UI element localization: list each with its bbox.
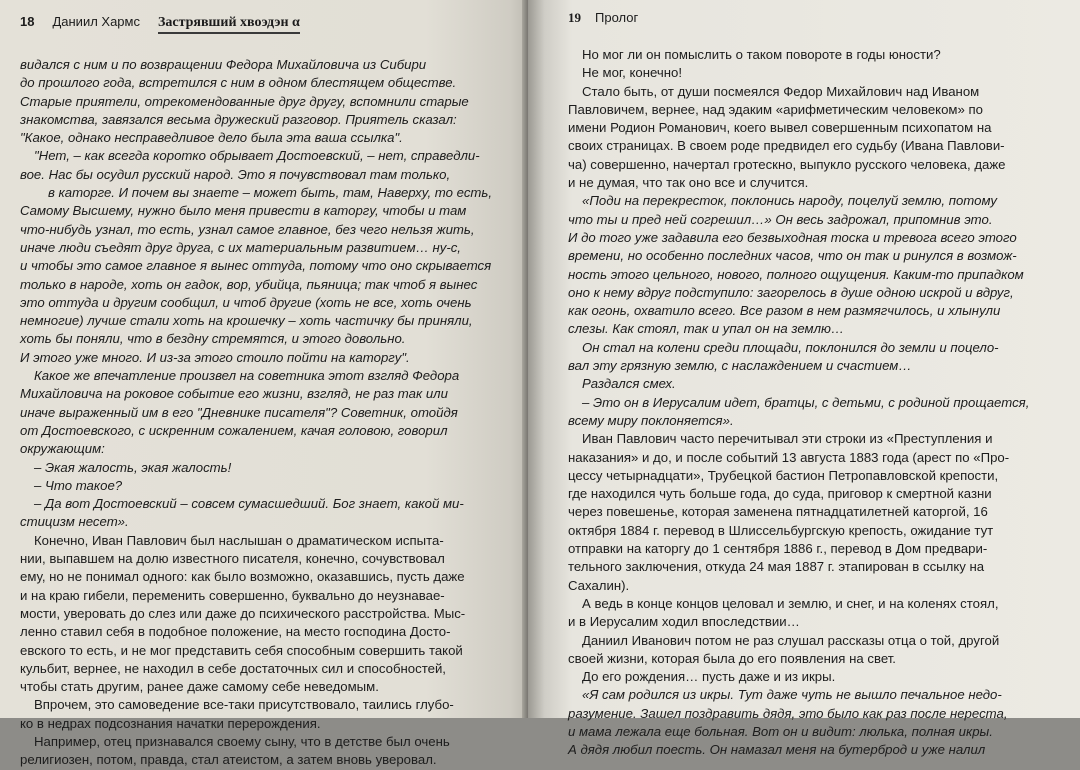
text-line: "Какое, однако несправедливое дело была эта ваша ссылка".: [20, 130, 403, 146]
text-line: религиозен, потом, правда, стал атеистом, а затем вновь уверовал.: [20, 752, 437, 768]
right-running-head: [568, 10, 1056, 32]
text-line: Старые приятели, отрекомендованные друг другу, вспомнили старые: [20, 93, 469, 109]
text-line: Не мог, конечно!: [582, 65, 683, 81]
text-line: и чтобы это самое главное я вынес оттуда, потому что оно скрывается: [20, 258, 492, 274]
text-line: И этого уже много. И из-за этого стоило пойти на каторгу".: [20, 349, 410, 365]
text-line: вал эту грязную землю, с наслаждением и счастием…: [568, 358, 912, 374]
text-line: Даниил Иванович потом не раз слушал рассказы отца о той, другой: [582, 632, 1000, 648]
text-line: ча) совершенно, начертал гротескно, выпукло русского человека, даже: [568, 156, 1006, 172]
running-head-section: Пролог: [595, 10, 639, 25]
text-line: кульбит, вернее, не находил в себе достаточных сил и способностей,: [20, 660, 446, 676]
text-line: где находился чуть больше года, до суда, приговор к смертной казни: [568, 486, 992, 502]
text-line: Какое же впечатление произвел на советника этот взгляд Федора: [34, 368, 460, 384]
text-line: – Экая жалость, экая жалость!: [34, 459, 232, 475]
text-line: окружающим:: [20, 441, 105, 457]
text-line: слезы. Как стоял, так и упал он на землю…: [568, 321, 845, 337]
text-line: своей жизни, которая была до его появления на свет.: [568, 650, 896, 666]
text-line: в каторге. И почем вы знаете – может быть, там, Наверху, то есть,: [48, 185, 492, 201]
text-line: ко в недрах подсознания начатки перерождения.: [20, 715, 321, 731]
text-line: чтобы стать другим, ранее даже самому себе неведомым.: [20, 679, 379, 695]
text-line: – Что такое?: [34, 477, 123, 493]
text-line: времени, но особенно последних часов, что он так и ринулся в возмож-: [568, 248, 1017, 264]
text-line: Павловичем, вернее, над эдаким «арифметическим человеком» по: [568, 101, 983, 117]
text-line: Конечно, Иван Павлович был наслышан о драматическом испыта-: [34, 532, 444, 548]
text-line: ему, но не понимал одного: как было возможно, оказавшись, пусть даже: [20, 569, 465, 585]
text-line: только в народе, хоть он гадок, вор, убийца, пьяница; так чтоб я вынес: [20, 276, 478, 292]
text-line: что-нибудь узнал, то есть, узнал самое главное, без чего нельзя жить,: [20, 221, 475, 237]
text-line: как огонь, охватило всего. Все разом в нем размягчилось, и хлынули: [568, 303, 1001, 319]
text-line: до прошлого года, встретился с ним в одном блестящем обществе.: [20, 75, 457, 91]
text-line: и мама лежала еще больная. Вот он и видит: люлька, полная икры.: [568, 723, 993, 739]
text-line: наказания» и до, и после событий 13 августа 1883 года (арест по «Про-: [568, 449, 1010, 465]
text-line: видался с ним и по возвращении Федора Михайловича из Сибири: [20, 57, 427, 72]
text-line: – Это он в Иерусалим идет, братцы, с детьми, с родиной прощается,: [582, 394, 1030, 410]
text-line: от Достоевского, с искренним сожалением, качая головою, говорил: [20, 422, 448, 438]
text-line: и в Иерусалим ходил впоследствии…: [568, 614, 800, 630]
text-line: Например, отец признавался своему сыну, что в детстве был очень: [34, 733, 450, 749]
text-line: отправки на каторгу до 1 сентября 1886 г., перевод в Дом предвари-: [568, 541, 988, 557]
right-page: [528, 0, 1080, 758]
left-page-number: 18: [20, 14, 35, 29]
text-line: вое. Нас бы осудил русский народ. Это я почувствовал там только,: [20, 166, 451, 182]
text-line: немногие) лучше стали хоть на крошечку – хоть частичку бы приняли,: [20, 313, 473, 329]
text-line: До его рождения… пусть даже и из икры.: [582, 669, 836, 685]
text-line: октября 1884 г. перевод в Шлиссельбургскую крепость, ожидание тут: [568, 522, 994, 538]
left-running-head: [20, 14, 504, 36]
text-line: Стало быть, от души посмеялся Федор Михайлович над Иваном: [582, 83, 980, 99]
text-line: стицизм несет».: [20, 514, 129, 530]
text-line: и на краю гибели, переменить совершенно, буквально до неузнавае-: [20, 587, 445, 603]
text-line: А ведь в конце концов целовал и землю, и снег, и на коленях стоял,: [582, 595, 999, 611]
text-line: это оттуда и другим сообщил, и чтоб другие (хоть не все, хоть очень: [20, 294, 472, 310]
text-line: И до того уже задавила его безвыходная тоска и тревога всего этого: [568, 229, 1017, 245]
text-line: ленно ставил себя в подобное положение, на место господина Досто-: [20, 624, 451, 640]
text-line: Он стал на колени среди площади, поклонился до земли и поцело-: [582, 339, 999, 355]
text-line: А дядя любил поесть. Он намазал меня на бутерброд и уже налил: [568, 742, 986, 758]
text-line: Михайловича на роковое событие его жизни, взгляд, не раз так или: [20, 386, 448, 402]
left-page-text: [20, 56, 504, 770]
text-line: разумение. Зашел поздравить дядя, это было как раз после нереста,: [568, 705, 1008, 721]
text-line: цессу четырнадцати», Трубецкой бастион Петропавловской крепости,: [568, 467, 999, 483]
text-line: тельного заключения, откуда 24 мая 1887 г. этапирован в ссылку на: [568, 559, 985, 575]
text-line: Раздался смех.: [582, 376, 676, 392]
text-line: всему миру поклоняется».: [568, 412, 734, 428]
text-line: Иван Павлович часто перечитывал эти строки из «Преступления и: [582, 431, 993, 447]
text-line: евского то есть, и не мог представить себя способным совершить такой: [20, 642, 463, 658]
text-line: и не думая, что так оно все и случится.: [568, 175, 809, 191]
text-line: иначе выраженный им в его "Дневнике писателя"? Советник, отойдя: [20, 404, 458, 420]
text-line: знакомства, завязался весьма дружеский разговор. Приятель сказал:: [20, 111, 457, 127]
text-line: «Я сам родился из икры. Тут даже чуть не вышло печальное недо-: [582, 687, 1002, 703]
running-head-author: Даниил Хармс: [52, 14, 140, 29]
text-line: через повешенье, которая заменена пятнадцатилетней каторгой, 16: [568, 504, 988, 520]
text-line: иначе люди съедят друг друга, с их материальным развитием… ну-с,: [20, 239, 461, 255]
text-line: Но мог ли он помыслить о таком повороте в годы юности?: [582, 47, 941, 62]
text-line: Самому Высшему, нужно было меня привести в каторгу, чтобы и там: [20, 203, 467, 219]
text-line: Впрочем, это самоведение все-таки присутствовало, таились глубо-: [34, 697, 454, 713]
text-line: нии, выпавшем на долю известного писателя, конечно, сочувствовал: [20, 551, 445, 567]
text-line: что ты и пред ней согрешил…» Он весь задрожал, припомнив это.: [568, 211, 993, 227]
text-line: – Да вот Достоевский – совсем сумасшедший. Бог знает, какой ми-: [34, 496, 464, 512]
text-line: "Нет, – как всегда коротко обрывает Достоевский, – нет, справедли-: [34, 148, 480, 164]
right-page-text: [568, 46, 1056, 760]
left-page: [0, 0, 532, 768]
right-page-number: 19: [568, 10, 581, 25]
text-line: оно к нему вдруг подступило: загорелось в душе одною искрой и вдруг,: [568, 284, 1014, 300]
text-line: мости, уверовать до слез или даже до психического расстройства. Мыс-: [20, 605, 466, 621]
running-head-book-title: Застрявший хвоэдэн α: [158, 15, 300, 34]
text-line: своих страницах. В своем роде предвидел его судьбу (Ивана Павлови-: [568, 138, 1005, 154]
text-line: Сахалин).: [568, 577, 630, 593]
text-line: «Поди на перекресток, поклонись народу, поцелуй землю, потому: [582, 193, 997, 209]
text-line: ность этого цельного, нового, полного ощущения. Каким-то припадком: [568, 266, 1024, 282]
text-line: хоть бы поняли, что в бездну стремятся, и этого довольно.: [20, 331, 406, 347]
text-line: имени Родион Романович, коего вывел совершенным психопатом на: [568, 120, 992, 136]
